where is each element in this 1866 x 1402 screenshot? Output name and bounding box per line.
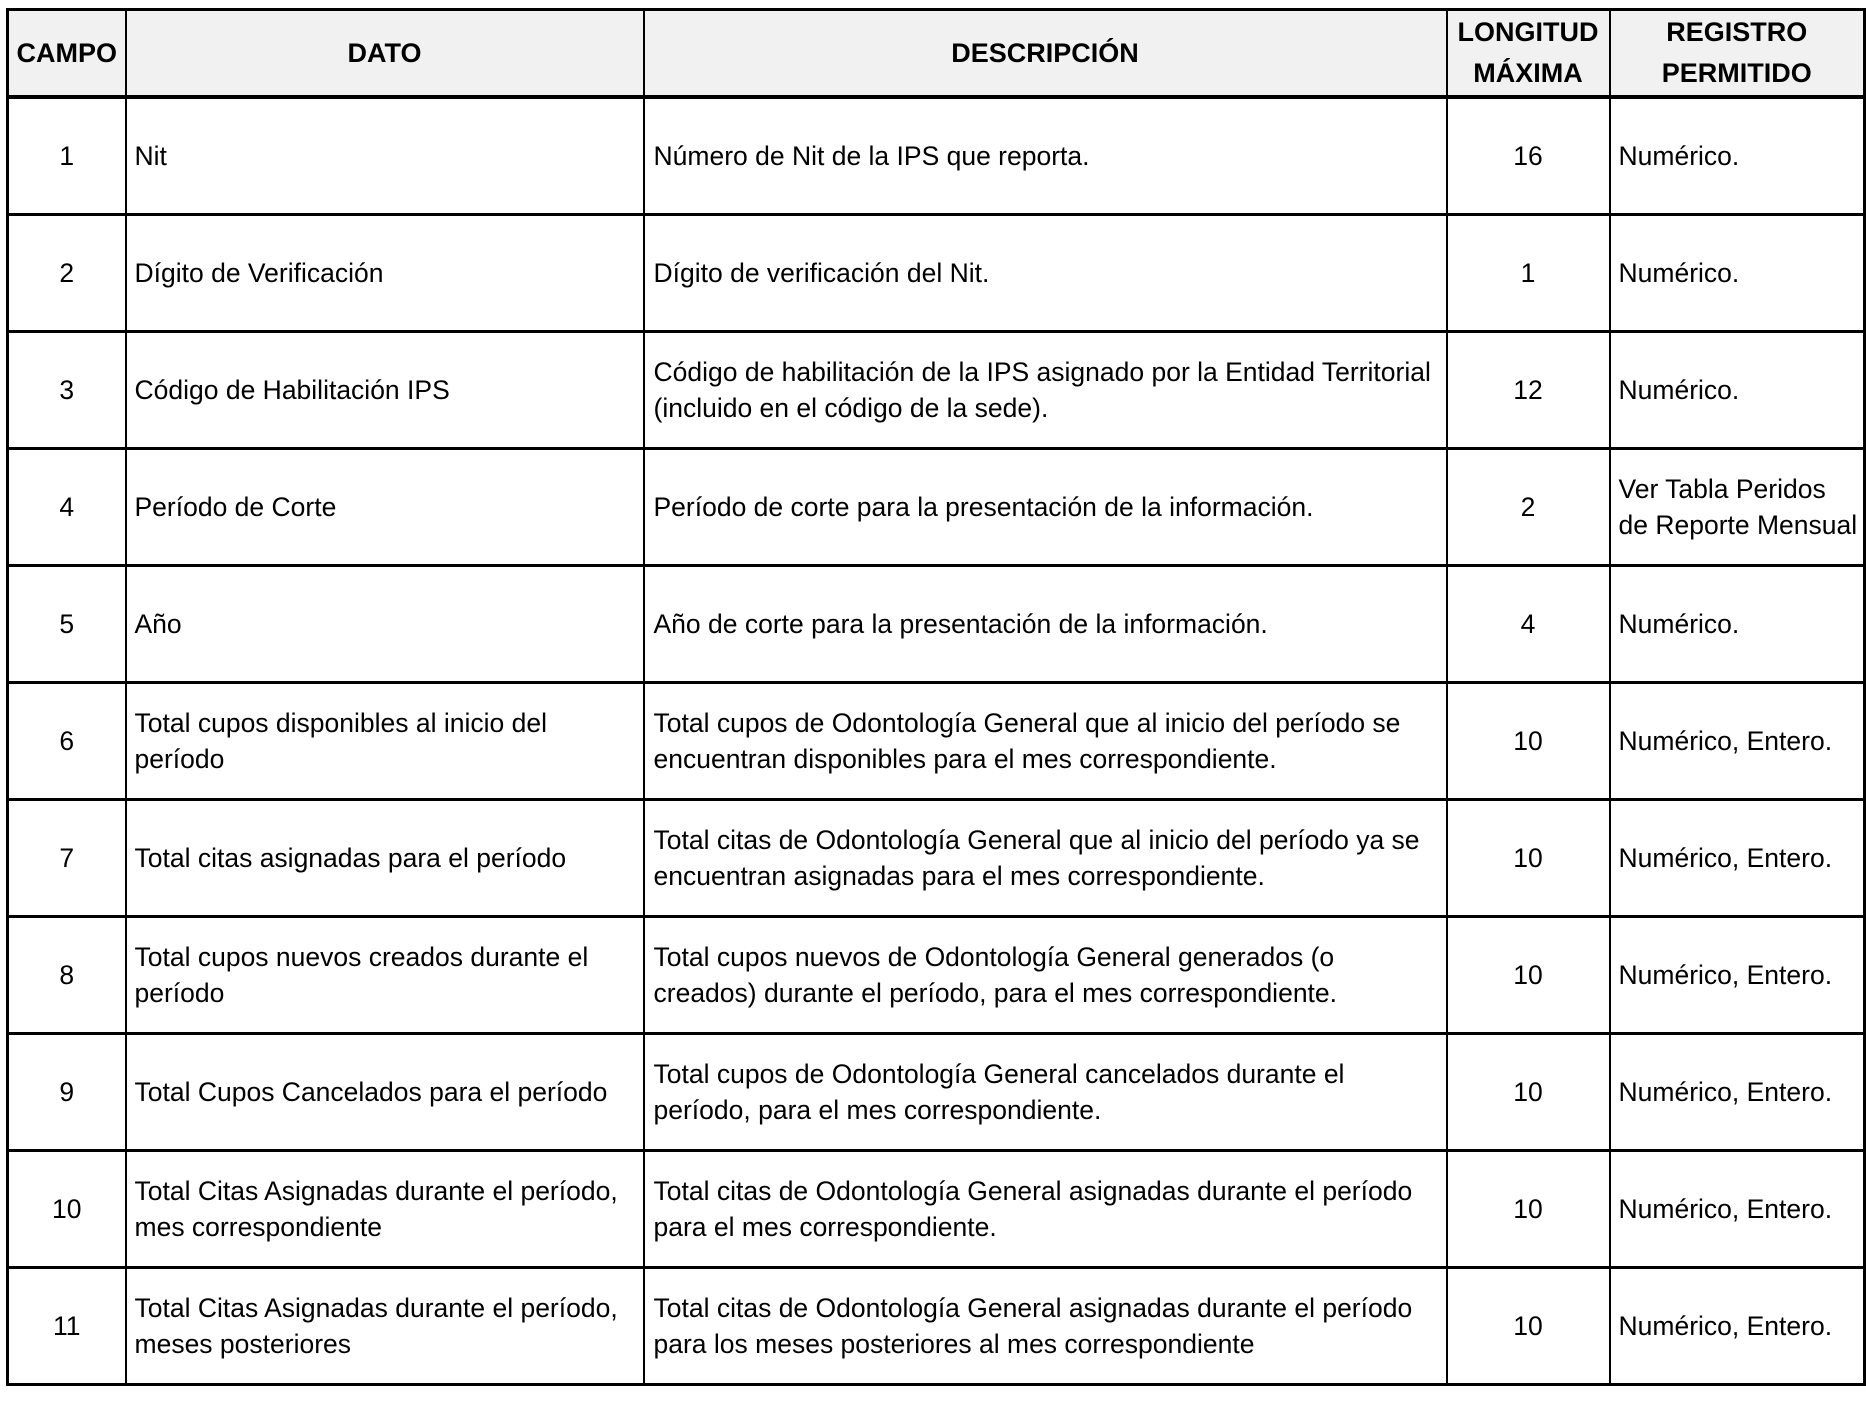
column-header-longitud-maxima: LONGITUD MÁXIMA xyxy=(1447,10,1610,98)
table-row xyxy=(8,1151,1865,1268)
cell-dato: Total cupos disponibles al inicio del período xyxy=(126,683,644,800)
cell-campo: 3 xyxy=(8,332,126,449)
cell-campo: 4 xyxy=(8,449,126,566)
table-row xyxy=(8,683,1865,800)
cell-dato: Año xyxy=(126,566,644,683)
cell-registro-permitido: Numérico, Entero. xyxy=(1610,1268,1865,1385)
cell-dato: Nit xyxy=(126,97,644,215)
table-row xyxy=(8,917,1865,1034)
cell-registro-permitido: Ver Tabla Peridos de Reporte Mensual xyxy=(1610,449,1865,566)
cell-longitud-maxima: 10 xyxy=(1447,1151,1610,1268)
cell-campo: 7 xyxy=(8,800,126,917)
cell-descripcion: Total cupos de Odontología General que al inicio del período se encuentran disponibles para el mes correspondiente. xyxy=(644,683,1447,800)
cell-descripcion: Total citas de Odontología General asignadas durante el período para los meses posteriores al mes correspondiente xyxy=(644,1268,1447,1385)
cell-descripcion: Año de corte para la presentación de la información. xyxy=(644,566,1447,683)
cell-descripcion: Total citas de Odontología General asignadas durante el período para el mes correspondiente. xyxy=(644,1151,1447,1268)
cell-descripcion: Total citas de Odontología General que al inicio del período ya se encuentran asignadas para el mes correspondiente. xyxy=(644,800,1447,917)
table-row xyxy=(8,800,1865,917)
cell-longitud-maxima: 10 xyxy=(1447,683,1610,800)
cell-descripcion: Total cupos nuevos de Odontología General generados (o creados) durante el período, para el mes correspondiente. xyxy=(644,917,1447,1034)
cell-dato: Total Cupos Cancelados para el período xyxy=(126,1034,644,1151)
table-row xyxy=(8,1268,1865,1385)
field-definition-table xyxy=(6,8,1866,1386)
cell-dato: Total cupos nuevos creados durante el período xyxy=(126,917,644,1034)
cell-campo: 9 xyxy=(8,1034,126,1151)
cell-dato: Total citas asignadas para el período xyxy=(126,800,644,917)
table-row xyxy=(8,449,1865,566)
cell-campo: 11 xyxy=(8,1268,126,1385)
cell-longitud-maxima: 1 xyxy=(1447,215,1610,332)
cell-registro-permitido: Numérico, Entero. xyxy=(1610,1151,1865,1268)
cell-longitud-maxima: 16 xyxy=(1447,97,1610,215)
cell-registro-permitido: Numérico, Entero. xyxy=(1610,683,1865,800)
cell-dato: Código de Habilitación IPS xyxy=(126,332,644,449)
table-row xyxy=(8,1034,1865,1151)
header-row xyxy=(8,10,1865,98)
cell-campo: 1 xyxy=(8,97,126,215)
cell-campo: 10 xyxy=(8,1151,126,1268)
cell-registro-permitido: Numérico, Entero. xyxy=(1610,1034,1865,1151)
cell-longitud-maxima: 4 xyxy=(1447,566,1610,683)
cell-campo: 2 xyxy=(8,215,126,332)
table-row xyxy=(8,566,1865,683)
table-row xyxy=(8,215,1865,332)
cell-longitud-maxima: 12 xyxy=(1447,332,1610,449)
cell-campo: 6 xyxy=(8,683,126,800)
cell-registro-permitido: Numérico, Entero. xyxy=(1610,800,1865,917)
cell-registro-permitido: Numérico. xyxy=(1610,566,1865,683)
cell-registro-permitido: Numérico, Entero. xyxy=(1610,917,1865,1034)
column-header-dato: DATO xyxy=(126,10,644,98)
column-header-registro-permitido: REGISTRO PERMITIDO xyxy=(1610,10,1865,98)
cell-descripcion: Código de habilitación de la IPS asignado por la Entidad Territorial (incluido en el código de la sede). xyxy=(644,332,1447,449)
cell-dato: Dígito de Verificación xyxy=(126,215,644,332)
cell-dato: Total Citas Asignadas durante el período, mes correspondiente xyxy=(126,1151,644,1268)
cell-longitud-maxima: 10 xyxy=(1447,1034,1610,1151)
cell-registro-permitido: Numérico. xyxy=(1610,215,1865,332)
table-row xyxy=(8,332,1865,449)
cell-longitud-maxima: 10 xyxy=(1447,1268,1610,1385)
column-header-descripcion: DESCRIPCIÓN xyxy=(644,10,1447,98)
cell-longitud-maxima: 2 xyxy=(1447,449,1610,566)
cell-dato: Total Citas Asignadas durante el período, meses posteriores xyxy=(126,1268,644,1385)
cell-campo: 5 xyxy=(8,566,126,683)
table-row xyxy=(8,97,1865,215)
cell-descripcion: Período de corte para la presentación de la información. xyxy=(644,449,1447,566)
cell-longitud-maxima: 10 xyxy=(1447,917,1610,1034)
cell-registro-permitido: Numérico. xyxy=(1610,97,1865,215)
cell-registro-permitido: Numérico. xyxy=(1610,332,1865,449)
cell-descripcion: Número de Nit de la IPS que reporta. xyxy=(644,97,1447,215)
cell-descripcion: Total cupos de Odontología General cancelados durante el período, para el mes correspondiente. xyxy=(644,1034,1447,1151)
column-header-campo: CAMPO xyxy=(8,10,126,98)
cell-dato: Período de Corte xyxy=(126,449,644,566)
cell-descripcion: Dígito de verificación del Nit. xyxy=(644,215,1447,332)
cell-campo: 8 xyxy=(8,917,126,1034)
cell-longitud-maxima: 10 xyxy=(1447,800,1610,917)
